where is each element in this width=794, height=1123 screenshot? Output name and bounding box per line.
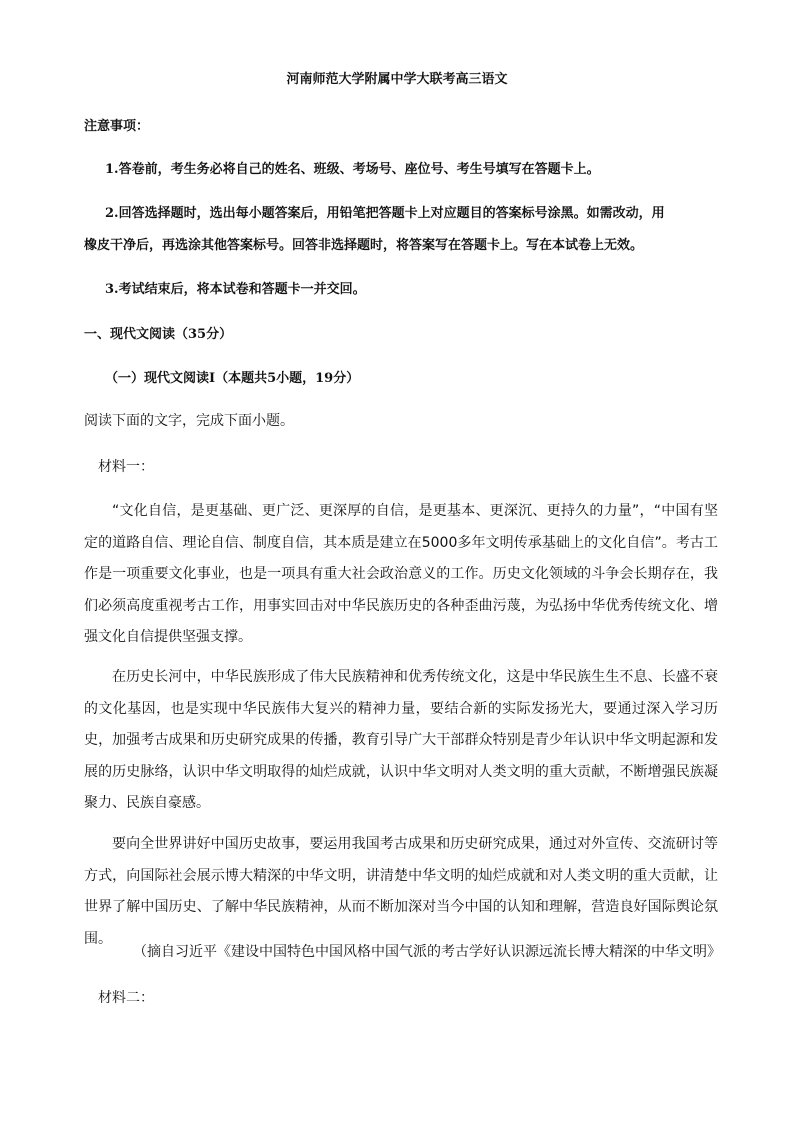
material-1-paragraph-2: 在历史长河中，中华民族形成了伟大民族精神和优秀传统文化，这是中华民族生生不息、长盛不衰的文化基因，也是实现中华民族伟大复兴的精神力量，要结合新的实际发扬光大，要通过深入学习历史，加强考古成果和历史研究成果的传播，教育引导广大干部群众特别是青少年认识中华文明起源和发展的历史脉络，认识中华文明取得的灿烂成就，认识中华文明对人类文明的重大贡献，不断增强民族凝聚力、民族自豪感。 [84,669,718,811]
material-1-paragraph-1: “文化自信，是更基础、更广泛、更深厚的自信，是更基本、更深沉、更持久的力量”，“中国有坚定的道路自信、理论自信、制度自信，其本质是建立在5000多年文明传承基础上的文化自信”。考古工作是一项重要文化事业，也是一项具有重大社会政治意义的工作。历史文化领域的斗争会长期存在，我们必须高度重视考古工作，用事实回击对中华民族历史的各种歪曲污蔑，为弘扬中华优秀传统文化、增强文化自信提供坚强支撑。 [84,503,718,645]
material-1-citation: （摘自习近平《建设中国特色中国风格中国气派的考古学好认识源远流长博大精深的中华文明》 [133,944,721,960]
notice-heading: 注意事项： [84,119,150,134]
notice-item-1: 1.答卷前，考生务必将自己的姓名、班级、考场号、座位号、考生号填写在答题卡上。 [105,162,600,177]
material-1-label: 材料一： [98,459,154,475]
notice-item-2-line-2: 橡皮干净后，再选涂其他答案标号。回答非选择题时，将答案写在答题卡上。写在本试卷上无效。 [84,238,644,253]
reading-instruction: 阅读下面的文字，完成下面小题。 [84,413,294,429]
material-1-paragraph-3: 要向全世界讲好中国历史故事，要运用我国考古成果和历史研究成果，通过对外宣传、交流研讨等方式，向国际社会展示博大精深的中华文明，讲清楚中华文明的灿烂成就和对人类文明的重大贡献，让世界了解中国历史、了解中华民族精神，从而不断加深对当今中国的认知和理解，营造良好国际舆论氛围。 [84,836,718,947]
section-heading: 一、现代文阅读（35分） [84,327,233,342]
notice-item-3: 3.考试结束后，将本试卷和答题卡一并交回。 [105,282,366,297]
subsection-heading: （一）现代文阅读Ⅰ（本题共5小题，19分） [105,371,360,386]
notice-item-2-line-1: 2.回答选择题时，选出每小题答案后，用铅笔把答题卡上对应题目的答案标号涂黑。如需改动，用 [105,206,665,221]
page-title: 河南师范大学附属中学大联考高三语文 [286,72,508,87]
material-2-label: 材料二： [98,990,154,1006]
